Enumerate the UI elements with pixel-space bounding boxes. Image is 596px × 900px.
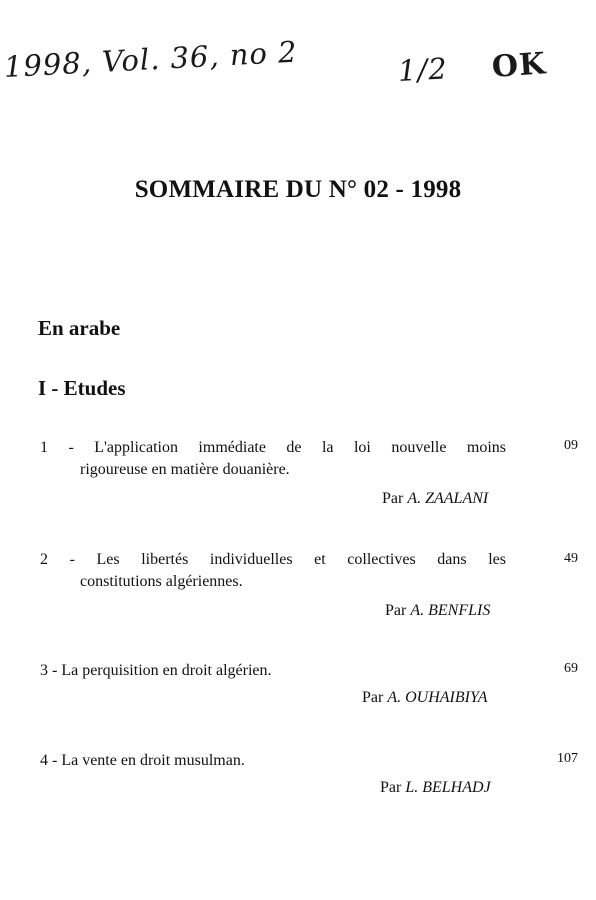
- entry-1-title-line-1: 1 - L'application immédiate de la loi nouvelle moins: [40, 439, 506, 456]
- entry-3-title: 3 - La perquisition en droit algérien.: [40, 662, 272, 679]
- entry-2-by: Par: [385, 602, 407, 619]
- entry-3-by: Par: [362, 689, 384, 706]
- entry-3-byline: [362, 689, 488, 707]
- entry-2-title-line-2: constitutions algériennes.: [80, 573, 243, 590]
- entry-2-author: A. BENFLIS: [410, 602, 491, 619]
- entry-4-byline: [380, 779, 491, 797]
- entry-1-by: Par: [382, 490, 404, 507]
- page-title: SOMMAIRE DU N° 02 - 1998: [134, 176, 462, 203]
- section-heading: I - Etudes: [38, 376, 126, 400]
- handwritten-fraction-note: 1/2: [397, 51, 449, 88]
- entry-4-author: L. BELHADJ: [405, 779, 491, 796]
- entry-1-title-line-2: rigoureuse en matière douanière.: [80, 461, 290, 478]
- entry-2-byline: [385, 602, 490, 620]
- entry-4-page-number: 107: [557, 751, 578, 766]
- entry-2-title-line-1: 2 - Les libertés individuelles et collectives dans les: [40, 551, 506, 568]
- entry-1-author: A. ZAALANI: [407, 490, 489, 507]
- entry-4-title: 4 - La vente en droit musulman.: [40, 752, 245, 769]
- entry-3-page-number: 69: [564, 661, 578, 676]
- entry-1-byline: [382, 490, 488, 508]
- handwritten-ok-note: OK: [490, 46, 548, 85]
- entry-1-page-number: 09: [564, 438, 578, 453]
- entry-4-by: Par: [380, 779, 402, 796]
- entry-2-page-number: 49: [564, 551, 578, 566]
- handwritten-volume-note: 1998, Vol. 36, no 2: [3, 34, 299, 84]
- entry-3-author: A. OUHAIBIYA: [387, 689, 488, 706]
- language-heading: En arabe: [38, 316, 121, 340]
